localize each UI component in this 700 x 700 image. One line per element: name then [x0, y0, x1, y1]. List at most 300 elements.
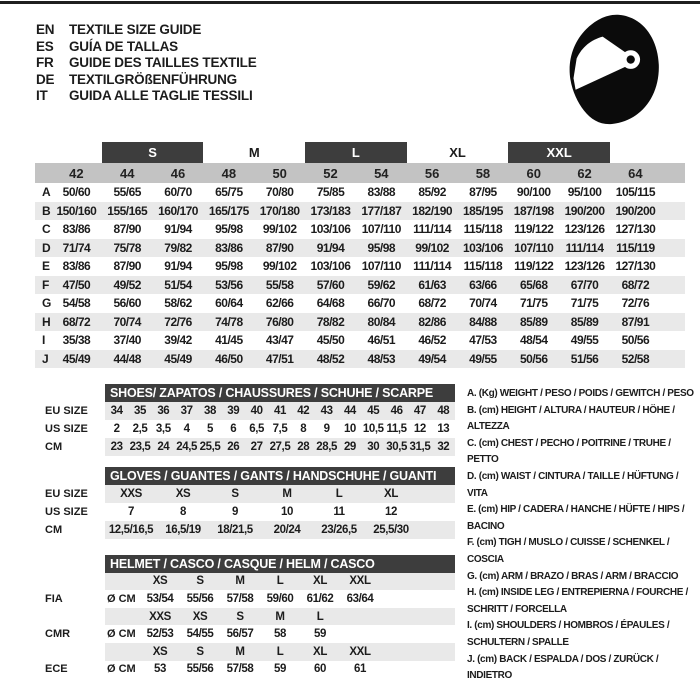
size-value-cell: 111/114: [559, 239, 610, 258]
size-group-label-xxl: XXL: [508, 142, 610, 163]
size-group-label-s: S: [102, 142, 204, 163]
section-label-cell: [35, 643, 105, 661]
legend-item: F. (cm) TIGH / MUSLO / CUISSE / SCHENKEL / COSCIA: [467, 537, 670, 565]
size-value-cell: 7,5: [272, 423, 288, 435]
filler-cell: [661, 239, 685, 258]
standard-label-fia: FIA: [35, 590, 105, 608]
size-value-cell: 41: [268, 402, 291, 420]
section-label-cell: [35, 608, 105, 626]
filler-cell: [661, 294, 685, 313]
diameter-gap-cell: [105, 608, 140, 626]
size-value-cell: 11,5: [386, 423, 407, 435]
legend-item: A. (Kg) WEIGHT / PESO / POIDS / GEWITCH / PESO: [467, 388, 694, 399]
size-value-cell: 90/100: [516, 185, 551, 200]
measure-row-h: [35, 313, 685, 332]
helmet-size-value: 56/57: [226, 628, 254, 641]
size-value-cell: 115/118: [463, 259, 503, 274]
size-value-cell: 99/102: [407, 239, 458, 258]
section-row-label: EU SIZE: [35, 485, 105, 503]
size-value-cell: 83/88: [367, 185, 396, 200]
language-code: FR: [36, 55, 54, 71]
helmet-size-value: 53: [154, 663, 166, 676]
filler-cell: [661, 257, 685, 276]
size-value-cell: 49/55: [458, 350, 509, 369]
size-value-cell: 9: [232, 506, 238, 518]
size-value-cell: 37/40: [113, 333, 141, 348]
size-value-cell: 42: [292, 402, 315, 420]
legend-item: C. (cm) CHEST / PECHO / POITRINE / TRUHE / PETTO: [467, 437, 671, 466]
size-value-cell: 51/54: [153, 276, 204, 295]
size-value-cell: 70/74: [469, 296, 497, 311]
size-value-cell: 23/26,5: [313, 521, 365, 539]
helmet-size-table: [35, 555, 455, 678]
measure-row-e: [35, 257, 685, 276]
language-code: DE: [36, 71, 55, 87]
size-value-cell: 47: [408, 402, 431, 420]
size-value-cell: 46/51: [367, 333, 396, 348]
size-value-cell: 25,5: [198, 438, 221, 456]
size-value-cell: 83/86: [62, 222, 91, 237]
helmet-size-header: XXL: [340, 643, 380, 661]
size-value-cell: 48: [432, 402, 455, 420]
measure-row-label: J: [35, 350, 51, 369]
size-value-cell: 111/114: [413, 259, 452, 274]
size-value-cell: 39: [222, 402, 245, 420]
size-value-cell: 28: [292, 438, 315, 456]
section-row-label: CM: [35, 438, 105, 456]
size-value-cell: 54/58: [62, 296, 91, 311]
helmet-size-header: S: [220, 608, 260, 626]
language-title: TEXTILGRÖßENFÜHRUNG: [69, 71, 237, 87]
size-value-cell: 10: [281, 506, 293, 518]
measure-row-f: [35, 276, 685, 295]
size-value-cell: 107/110: [508, 239, 559, 258]
helmet-standard-row-cmr: [35, 625, 455, 643]
section-label-cell: [35, 384, 105, 402]
size-value-cell: 38: [198, 402, 221, 420]
size-value-cell: 10: [343, 423, 356, 435]
size-value-cell: 6: [230, 423, 237, 435]
column-header: 58: [458, 163, 509, 183]
size-value-cell: 70/80: [265, 185, 294, 200]
column-header: 54: [356, 163, 407, 183]
filler-cell: [380, 590, 455, 608]
filler-cell: [417, 485, 455, 503]
size-value-cell: 44/48: [102, 350, 153, 369]
filler-cell: [661, 220, 685, 239]
helmet-size-value: 60: [314, 663, 326, 676]
size-value-cell: 41/45: [215, 333, 243, 348]
size-value-cell: 27,5: [268, 438, 291, 456]
size-value-cell: 50/56: [508, 350, 559, 369]
size-value-cell: M: [261, 485, 313, 503]
column-header: 62: [559, 163, 610, 183]
column-header: 42: [51, 163, 102, 183]
language-list: [36, 22, 257, 105]
filler-cell: [380, 643, 455, 661]
helmet-size-header: M: [220, 643, 260, 661]
size-value-cell: 43/47: [265, 333, 294, 348]
size-value-cell: 62/66: [265, 296, 294, 311]
group-gap-cell: [610, 142, 661, 163]
size-value-cell: 71/75: [570, 296, 599, 311]
helmet-size-value: [340, 625, 380, 643]
size-value-cell: 12,5/16,5: [105, 521, 157, 539]
size-value-cell: 71/74: [51, 239, 102, 258]
size-value-cell: 65/68: [508, 276, 559, 295]
group-gap-cell: [51, 142, 102, 163]
helmet-size-header: XL: [300, 573, 340, 591]
shoes-size-section: [35, 384, 455, 456]
legend-item: I. (cm) SHOULDERS / HOMBROS / ÉPAULES / SCHULTERN / SPALLE: [467, 620, 670, 648]
size-value-cell: 28,5: [315, 438, 338, 456]
size-value-cell: 44: [338, 402, 361, 420]
measure-row-j: [35, 350, 685, 369]
size-value-cell: 50/56: [621, 333, 650, 348]
helmet-size-value: 57/58: [226, 663, 254, 676]
size-value-cell: 50/60: [62, 185, 91, 200]
helmet-standard-row-fia: [35, 590, 455, 608]
column-header: 64: [610, 163, 661, 183]
size-value-cell: 47/53: [469, 333, 497, 348]
size-value-cell: 61/63: [407, 276, 458, 295]
column-header: 46: [153, 163, 204, 183]
size-value-cell: 170/180: [254, 202, 305, 221]
helmet-size-header: S: [180, 643, 220, 661]
size-value-cell: 173/183: [305, 202, 356, 221]
diameter-gap-cell: [105, 643, 140, 661]
size-value-cell: 80/84: [356, 313, 407, 332]
helmet-size-value: 59: [274, 663, 286, 676]
size-value-cell: 5: [206, 423, 213, 435]
size-value-cell: 49/52: [102, 276, 153, 295]
helmet-standard-row-ece: [35, 661, 455, 679]
size-value-cell: 87/90: [254, 239, 305, 258]
size-value-cell: 34: [105, 402, 128, 420]
size-value-cell: 190/200: [610, 202, 661, 221]
filler-cell: [661, 183, 685, 202]
size-value-cell: 68/72: [610, 276, 661, 295]
helmet-size-value: 59: [314, 628, 326, 641]
size-value-cell: 32: [432, 438, 455, 456]
size-value-cell: 30: [362, 438, 385, 456]
standard-label-cmr: CMR: [35, 625, 105, 643]
size-value-cell: 16,5/19: [157, 521, 209, 539]
size-value-cell: 11: [333, 506, 345, 518]
size-value-cell: 123/126: [564, 259, 605, 274]
size-value-cell: 57/60: [305, 276, 356, 295]
filler-cell: [661, 331, 685, 350]
size-value-cell: 84/88: [458, 313, 509, 332]
section-row-label: CM: [35, 521, 105, 539]
filler-cell: [380, 625, 455, 643]
size-value-cell: 72/76: [621, 296, 650, 311]
racing-helmet-icon: [560, 12, 664, 130]
size-value-cell: 48/52: [305, 350, 356, 369]
top-border-line: [0, 1, 700, 4]
size-value-cell: 107/110: [361, 259, 401, 274]
size-group-label-m: M: [248, 145, 260, 160]
legend-item: H. (cm) INSIDE LEG / ENTREPIERNA / FOURCHE / SCHRITT / FORCELLA: [467, 587, 688, 615]
size-value-cell: 177/187: [356, 202, 407, 221]
filler-cell: [661, 276, 685, 295]
size-value-cell: 2: [113, 423, 120, 435]
size-value-cell: 103/106: [310, 222, 351, 237]
size-value-cell: 8: [180, 506, 186, 518]
size-value-cell: 119/122: [514, 222, 554, 237]
size-value-cell: 72/76: [153, 313, 204, 332]
size-value-cell: XXS: [105, 485, 157, 503]
size-value-cell: XL: [365, 485, 417, 503]
filler-cell: [380, 608, 455, 626]
helmet-size-value: 55/56: [186, 592, 214, 605]
group-gap-cell: [661, 142, 685, 163]
section-title-bar: HELMET / CASCO / CASQUE / HELM / CASCO: [105, 555, 455, 573]
helmet-size-value: 55/56: [186, 663, 214, 676]
helmet-size-header: XS: [140, 573, 180, 591]
standard-label-ece: ECE: [35, 661, 105, 679]
size-value-cell: 75/85: [316, 185, 345, 200]
size-group-label-xl: XL: [449, 145, 466, 160]
size-value-cell: 76/80: [254, 313, 305, 332]
size-value-cell: 35: [128, 402, 151, 420]
size-value-cell: 103/106: [310, 259, 351, 274]
size-value-cell: 56/60: [113, 296, 141, 311]
size-value-cell: 47/51: [254, 350, 305, 369]
size-value-cell: 75/78: [102, 239, 153, 258]
size-value-cell: 155/165: [102, 202, 153, 221]
size-value-cell: 87/90: [113, 222, 141, 237]
section-title-bar: GLOVES / GUANTES / GANTS / HANDSCHUHE / GUANTI: [105, 467, 455, 485]
size-value-cell: 55/58: [254, 276, 305, 295]
size-value-cell: 91/94: [164, 259, 192, 274]
size-value-cell: 123/126: [564, 222, 605, 237]
measure-row-label: G: [42, 296, 51, 311]
helmet-size-header: [340, 608, 380, 626]
legend-item: D. (cm) WAIST / CINTURA / TAILLE / HÜFTUNG / VITA: [467, 470, 679, 499]
size-value-cell: 71/75: [519, 296, 548, 311]
filler-cell: [417, 521, 455, 539]
size-value-cell: 39/42: [164, 333, 192, 348]
helmet-size-header: XL: [300, 643, 340, 661]
size-value-cell: 127/130: [615, 259, 656, 274]
section-title-bar: SHOES/ ZAPATOS / CHAUSSURES / SCHUHE / SCARPE: [105, 384, 455, 402]
measurement-legend: [467, 386, 698, 685]
size-value-cell: 95/98: [215, 222, 243, 237]
textile-size-table: [35, 142, 685, 368]
measure-row-label: I: [42, 333, 46, 348]
helmet-size-header: M: [260, 608, 300, 626]
language-title: TEXTILE SIZE GUIDE: [69, 22, 202, 37]
size-value-cell: S: [209, 485, 261, 503]
measure-row-label: H: [35, 313, 51, 332]
diameter-label: Ø CM: [107, 592, 136, 605]
size-value-cell: 165/175: [203, 202, 254, 221]
size-value-cell: 119/122: [514, 259, 554, 274]
size-value-cell: 115/119: [610, 239, 661, 258]
size-value-cell: 51/56: [559, 350, 610, 369]
size-value-cell: 40: [245, 402, 268, 420]
size-value-cell: 18/21,5: [209, 521, 261, 539]
size-value-cell: 6,5: [249, 423, 265, 435]
language-code: IT: [36, 88, 48, 104]
measure-row-d: [35, 239, 685, 258]
filler-cell: [417, 503, 455, 521]
size-value-cell: 53/56: [203, 276, 254, 295]
measure-row-label: E: [42, 259, 51, 274]
size-value-cell: 66/70: [367, 296, 396, 311]
measure-row-b: [35, 202, 685, 221]
section-label-cell: [35, 555, 105, 573]
size-value-cell: 87/95: [469, 185, 497, 200]
column-header: 60: [508, 163, 559, 183]
size-value-cell: 65/75: [215, 185, 243, 200]
helmet-size-header: L: [260, 643, 300, 661]
size-value-cell: 55/65: [113, 185, 141, 200]
size-value-cell: 4: [183, 423, 190, 435]
size-value-cell: 10,5: [362, 423, 384, 435]
size-value-cell: 3,5: [155, 423, 171, 435]
size-value-cell: 127/130: [615, 222, 656, 237]
helmet-size-value: 52/53: [146, 628, 174, 641]
size-value-cell: 7: [128, 506, 134, 518]
size-value-cell: 99/102: [262, 222, 297, 237]
size-value-cell: 13: [437, 423, 450, 435]
section-label-cell: [35, 467, 105, 485]
size-value-cell: 23,5: [128, 438, 151, 456]
size-value-cell: 85/92: [418, 185, 446, 200]
size-value-cell: 46: [385, 402, 408, 420]
shoes-size-table: [35, 384, 455, 456]
size-value-cell: XS: [157, 485, 209, 503]
size-value-cell: 182/190: [407, 202, 458, 221]
column-header: 48: [203, 163, 254, 183]
language-code: ES: [36, 38, 54, 54]
size-value-cell: 187/198: [508, 202, 559, 221]
section-row-label: US SIZE: [35, 503, 105, 521]
size-value-cell: 87/90: [113, 259, 141, 274]
helmet-size-header: XXS: [140, 608, 180, 626]
size-group-label-l: L: [305, 142, 407, 163]
size-value-cell: 91/94: [164, 222, 192, 237]
size-value-cell: 24: [152, 438, 175, 456]
measure-row-label: A: [42, 185, 51, 200]
corner-cell: [35, 142, 51, 163]
filler-cell: [661, 163, 685, 183]
language-row-de: [36, 72, 257, 89]
size-value-cell: 49/55: [570, 333, 599, 348]
helmet-size-value: 54/55: [186, 628, 214, 641]
size-value-cell: 25,5/30: [365, 521, 417, 539]
helmet-size-header: XXL: [340, 573, 380, 591]
helmet-size-value: 61: [354, 663, 366, 676]
size-value-cell: 30,5: [385, 438, 408, 456]
size-value-cell: 45/49: [51, 350, 102, 369]
measure-row-label: F: [35, 276, 51, 295]
column-header: 44: [102, 163, 153, 183]
filler-cell: [380, 573, 455, 591]
helmet-size-value: 61/62: [306, 592, 334, 605]
language-row-en: [36, 22, 257, 39]
size-value-cell: 12: [385, 506, 397, 518]
section-row-label: EU SIZE: [35, 402, 105, 420]
size-value-cell: 64/68: [316, 296, 345, 311]
legend-item: B. (cm) HEIGHT / ALTURA / HAUTEUR / HÖHE / ALTEZZA: [467, 404, 675, 433]
size-value-cell: 82/86: [407, 313, 458, 332]
size-value-cell: 107/110: [361, 222, 401, 237]
size-value-cell: 150/160: [51, 202, 102, 221]
corner-cell: [35, 163, 51, 183]
filler-cell: [661, 350, 685, 369]
size-value-cell: 47/50: [51, 276, 102, 295]
gloves-size-table: [35, 467, 455, 539]
size-value-cell: 103/106: [458, 239, 509, 258]
size-value-cell: 52/58: [610, 350, 661, 369]
helmet-size-value: 63/64: [346, 592, 374, 605]
size-value-cell: 185/195: [458, 202, 509, 221]
measure-row-label: D: [35, 239, 51, 258]
legend-item: G. (cm) ARM / BRAZO / BRAS / ARM / BRACCIO: [467, 570, 679, 582]
measure-row-i: [35, 331, 685, 350]
size-value-cell: 99/102: [262, 259, 297, 274]
size-value-cell: 78/82: [305, 313, 356, 332]
size-value-cell: 83/86: [203, 239, 254, 258]
filler-cell: [380, 661, 455, 679]
size-value-cell: 95/100: [567, 185, 602, 200]
measure-row-a: [35, 183, 685, 202]
size-value-cell: 85/89: [508, 313, 559, 332]
size-value-cell: L: [313, 485, 365, 503]
size-value-cell: 105/115: [615, 185, 655, 200]
size-value-cell: 29: [338, 438, 361, 456]
size-value-cell: 60/64: [215, 296, 243, 311]
measure-row-c: [35, 220, 685, 239]
size-value-cell: 31,5: [408, 438, 431, 456]
legend-item: E. (cm) HIP / CADERA / HANCHE / HÜFTE / HIPS / BACINO: [467, 504, 685, 532]
helmet-size-value: 58: [274, 628, 286, 641]
measure-row-label: C: [42, 222, 51, 237]
size-value-cell: 36: [152, 402, 175, 420]
diameter-label: Ø CM: [107, 628, 136, 641]
column-header: 50: [254, 163, 305, 183]
size-value-cell: 91/94: [305, 239, 356, 258]
helmet-size-header: L: [300, 608, 340, 626]
size-value-cell: 59/62: [356, 276, 407, 295]
helmet-size-header: XS: [140, 643, 180, 661]
size-value-cell: 70/74: [102, 313, 153, 332]
section-row-label: US SIZE: [35, 420, 105, 438]
size-value-cell: 37: [175, 402, 198, 420]
size-value-cell: 85/89: [559, 313, 610, 332]
size-value-cell: 87/91: [610, 313, 661, 332]
size-value-cell: 160/170: [153, 202, 204, 221]
size-value-cell: 68/72: [418, 296, 446, 311]
measure-row-g: [35, 294, 685, 313]
helmet-size-section: [35, 555, 455, 678]
size-value-cell: 63/66: [458, 276, 509, 295]
size-value-cell: 2,5: [132, 423, 148, 435]
diameter-gap-cell: [105, 573, 140, 591]
size-value-cell: 115/118: [463, 222, 503, 237]
size-value-cell: 20/24: [261, 521, 313, 539]
size-value-cell: 46/52: [418, 333, 446, 348]
size-value-cell: 43: [315, 402, 338, 420]
helmet-size-value: 53/54: [146, 592, 174, 605]
size-value-cell: 27: [245, 438, 268, 456]
size-value-cell: 190/200: [559, 202, 610, 221]
size-value-cell: 12: [413, 423, 426, 435]
filler-cell: [661, 202, 685, 221]
